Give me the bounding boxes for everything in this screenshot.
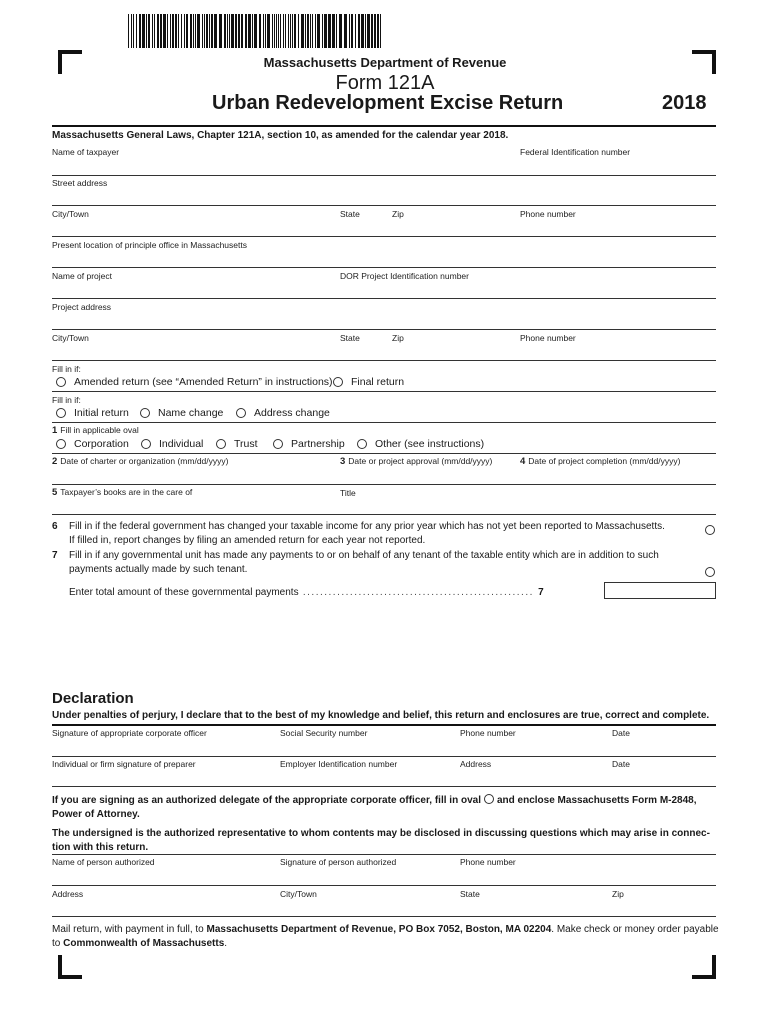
field-rule [52,756,716,757]
authorized-address-field[interactable]: Address [52,889,84,899]
amended-return-option[interactable] [56,376,333,388]
authorized-text: tion with this return. [52,842,149,853]
field-rule [52,267,716,268]
person-authorized-name-field[interactable]: Name of person authorized [52,857,155,867]
phone-number-field[interactable]: Phone number [520,209,576,219]
line-text: Date of charter or organization (mm/dd/yyyy) [60,456,229,466]
field-rule [52,453,716,454]
line1-label [52,425,139,436]
name-of-project-field[interactable]: Name of project [52,271,112,281]
option-label: Other (see instructions) [375,438,485,450]
entry-label: Enter total amount of these governmental payments [69,587,299,598]
fill-in-if-label: Fill in if: [52,364,81,374]
other-oval[interactable] [357,439,367,449]
corner-mark-bottom-right [692,955,716,979]
delegate-text: and enclose Massachusetts Form M-2848, [496,795,697,806]
state-field[interactable]: State [340,209,360,219]
line7-text: Fill in if any governmental unit has made any payments to or on behalf of any tenant of the taxable entity which are in addition to such [69,550,659,561]
form-number: Form 121A [335,72,435,94]
mail-address: Massachusetts Department of Revenue, PO Box 7052, Boston, MA 02204 [206,924,552,935]
corporation-oval[interactable] [56,439,66,449]
line5-books-care-of-field[interactable] [52,487,192,498]
title-field[interactable]: Title [340,488,356,498]
field-rule [52,422,716,423]
governmental-payments-label [69,587,544,598]
form-title: Urban Redevelopment Excise Return [212,92,564,114]
address-change-oval[interactable] [236,408,246,418]
other-option[interactable] [357,438,484,450]
person-authorized-phone-field[interactable]: Phone number [460,857,516,867]
line-number: 4 [520,456,526,467]
field-rule [52,329,716,330]
option-label: Final return [351,376,405,388]
field-rule [52,916,716,917]
trust-option[interactable] [216,438,258,450]
project-address-field[interactable]: Project address [52,302,112,312]
corporation-option[interactable] [56,438,129,450]
individual-option[interactable] [141,438,203,450]
option-label: Address change [254,407,330,419]
preparer-signature-field[interactable]: Individual or firm signature of preparer [52,759,196,769]
project-phone-number-field[interactable]: Phone number [520,333,576,343]
individual-oval[interactable] [141,439,151,449]
option-label: Corporation [74,438,129,450]
preparer-date-field[interactable]: Date [612,759,630,769]
line4-date-of-completion-field[interactable] [520,456,680,467]
mailing-instructions [52,923,722,951]
line-text: Taxpayer’s books are in the care of [60,487,193,497]
dor-project-id-field[interactable]: DOR Project Identification number [340,271,469,281]
option-label: Trust [234,438,258,450]
line-number: 3 [340,456,346,467]
line-number: 2 [52,456,58,467]
line7-subtext: payments actually made by such tenant. [69,564,248,575]
option-label: Initial return [74,407,129,419]
name-change-oval[interactable] [140,408,150,418]
dot-leader: ...................................................... [298,587,539,598]
declaration-rule [52,724,716,726]
preparer-address-field[interactable]: Address [460,759,492,769]
delegate-paragraph [52,794,722,822]
authorized-zip-field[interactable]: Zip [612,889,624,899]
mail-payee: Commonwealth of Massachusetts [63,938,225,949]
line-text: Fill in applicable oval [60,425,139,435]
entry-number: 7 [538,587,544,598]
line-text: Date or project approval (mm/dd/yyyy) [348,456,493,466]
line3-date-of-approval-field[interactable] [340,456,492,467]
line2-date-of-charter-field[interactable] [52,456,228,467]
initial-return-oval[interactable] [56,408,66,418]
line7-number: 7 [52,550,58,561]
line6-oval[interactable] [705,525,715,535]
federal-id-field[interactable]: Federal Identification number [520,147,631,157]
street-address-field[interactable]: Street address [52,178,108,188]
authorized-state-field[interactable]: State [460,889,480,899]
field-rule [52,885,716,886]
mail-text: to [52,938,61,949]
field-rule [52,298,716,299]
corporate-officer-signature-field[interactable]: Signature of appropriate corporate officer [52,728,207,738]
partnership-option[interactable] [273,438,345,450]
declaration-statement: Under penalties of perjury, I declare that to the best of my knowledge and belief, this return and enclosures are true, correct and complete. [52,710,710,721]
present-location-field[interactable]: Present location of principle office in Massachusetts [52,240,247,250]
authorized-text: The undersigned is the authorized representative to whom contents may be disclosed in discussing questions which may arise in connec- [52,828,710,839]
zip-field[interactable]: Zip [392,209,404,219]
delegate-text: If you are signing as an authorized delegate of the appropriate corporate officer, fill in oval [52,795,481,806]
officer-phone-field[interactable]: Phone number [460,728,516,738]
partnership-oval[interactable] [273,439,283,449]
authorized-paragraph [52,827,732,855]
line-number: 1 [52,425,58,436]
project-city-town-field[interactable]: City/Town [52,333,89,343]
delegate-text: Power of Attorney. [52,809,140,820]
amended-return-oval[interactable] [56,377,66,387]
barcode [128,14,382,48]
declaration-title: Declaration [52,690,134,707]
field-rule [52,514,716,515]
line6-oval-wrap[interactable] [705,522,715,540]
field-rule [52,484,716,485]
line6-number: 6 [52,521,58,532]
ssn-field[interactable]: Social Security number [280,728,368,738]
mail-text: . Make check or money order payable [551,924,719,935]
corner-mark-bottom-left [58,955,82,979]
name-change-option[interactable] [140,407,223,419]
field-rule [52,360,716,361]
officer-date-field[interactable]: Date [612,728,630,738]
mail-text: . [224,938,228,949]
line6-subtext: If filled in, report changes by filing an amended return for each year not reported. [69,535,426,546]
project-zip-field[interactable]: Zip [392,333,404,343]
option-label: Individual [159,438,204,450]
initial-return-option[interactable] [56,407,129,419]
trust-oval[interactable] [216,439,226,449]
authorized-city-field[interactable]: City/Town [280,889,317,899]
header-rule [52,125,716,127]
address-change-option[interactable] [236,407,330,419]
field-rule [52,786,716,787]
option-label: Name change [158,407,224,419]
field-rule [52,205,716,206]
field-rule [52,175,716,176]
line7-oval[interactable] [705,567,715,577]
final-return-oval[interactable] [333,377,343,387]
mail-text: Mail return, with payment in full, to [52,924,204,935]
final-return-option[interactable] [333,376,404,388]
option-label: Amended return (see “Amended Return” in instructions) [74,376,333,388]
project-state-field[interactable]: State [340,333,360,343]
department-name: Massachusetts Department of Revenue [263,55,507,70]
name-of-taxpayer-field[interactable]: Name of taxpayer [52,147,120,157]
field-rule [52,854,716,855]
person-authorized-signature-field[interactable]: Signature of person authorized [280,857,397,867]
field-rule [52,391,716,392]
governmental-payments-input[interactable] [604,582,716,599]
tax-year: 2018 [662,92,707,114]
line-text: Date of project completion (mm/dd/yyyy) [528,456,681,466]
line6-text: Fill in if the federal government has changed your taxable income for any prior year which has not yet been reported to Massachusetts. [69,521,665,532]
fill-in-if-label-2: Fill in if: [52,395,81,405]
line7-oval-wrap[interactable] [705,564,715,582]
line-number: 5 [52,487,58,498]
option-label: Partnership [291,438,345,450]
delegate-oval[interactable] [484,794,494,804]
field-rule [52,236,716,237]
city-town-field[interactable]: City/Town [52,209,89,219]
ein-field[interactable]: Employer Identification number [280,759,398,769]
subtitle: Massachusetts General Laws, Chapter 121A, section 10, as amended for the calendar year 2018. [52,130,509,141]
